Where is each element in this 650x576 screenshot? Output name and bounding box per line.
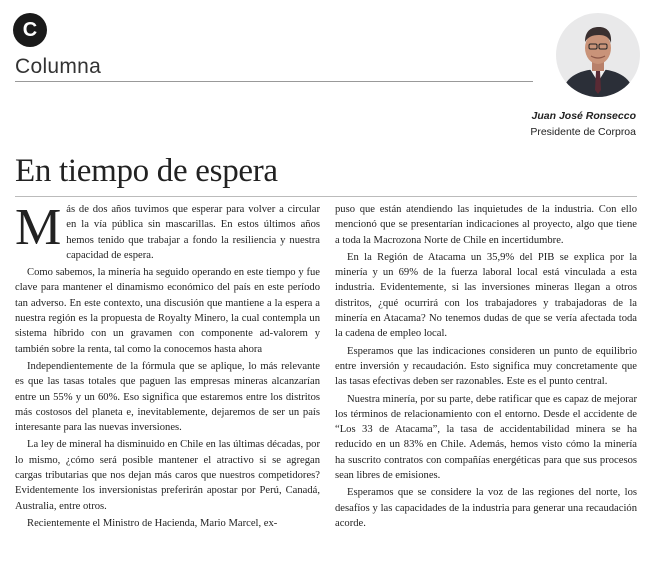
paragraph: Como sabemos, la minería ha seguido operando en este tiempo y fue clave para mantener el dinamismo económico del país en este período tan adverso. En este contexto, una discusión que mantiene a la espera a nuestra región es la propuesta de Royalty Minero, la cual contempla un sistema híbrido con un gravamen con componente ad-valorem y también sobre la renta, tal como la conocemos hasta ahora <box>15 267 320 355</box>
paragraph: En la Región de Atacama un 35,9% del PIB se explica por la minería y un 69% de la fuerza laboral local está vinculada a esta industria. Evidentemente, si las inversiones mineras llegan a otros distritos, ¿qué ocurrirá con los trabajadores y trabajadoras de la minería en Atacama? No tenemos dudas de que se vería afectada toda la cadena de empleo local. <box>335 251 637 340</box>
paragraph <box>15 199 320 263</box>
author-name: Juan José Ronsecco <box>531 110 636 122</box>
article-column-left <box>15 199 320 533</box>
paragraph: Nuestra minería, por su parte, debe ratificar que es capaz de mejorar los términos de relacionamiento con el entorno. Desde el accidente de “Los 33 de Atacama”, la tasa de accidentabilidad minera se ha reducido en un 83% en Chile. Además, hemos visto cómo la minería ha suscrito contratos con compañías energéticas para que sus procesos sean libres de emisiones. <box>335 393 637 482</box>
author-portrait <box>555 12 641 98</box>
paragraph: Esperamos que las indicaciones consideren un punto de equilibrio entre inversión y recaudación. Esto significa muy concretamente que las tasas efectivas deben ser razonables. Este es el punto central. <box>335 345 637 388</box>
header-divider <box>15 81 533 82</box>
badge-letter: C <box>22 18 38 41</box>
author-role: Presidente de Corproa <box>530 126 636 138</box>
paragraph: Esperamos que se considere la voz de las regiones del norte, los desafíos y las capacidades de la industria para generar una recaudación acorde. <box>335 487 637 529</box>
drop-cap: M <box>15 199 62 256</box>
paragraph: La ley de mineral ha disminuido en Chile en las últimas décadas, por lo mismo, ¿cómo será posible mantener el atractivo si se agregan cargas tributarias que nos dejan más caros que nuestros competidores? Evidentemente los inversionistas preferirán apostar por Perú, Canadá, Australia, entre otros. <box>15 439 320 512</box>
article-column-right <box>335 202 637 533</box>
column-badge-icon <box>13 13 47 47</box>
section-label: Columna <box>15 55 102 78</box>
paragraph: puso que están atendiendo las inquietudes de la industria. Con ello mencionó que se presentarían indicaciones al proyecto, algo que tiene a toda la Macrozona Norte de Chile en incertidumbre. <box>335 204 637 246</box>
title-divider <box>15 196 637 197</box>
paragraph: Independientemente de la fórmula que se aplique, lo más relevante es que las tasas totales que paguen las empresas mineras alcanzarían entre un 55% y un 60%. Eso significa que estaremos entre los distritos más costosos del planeta e, inevitablemente, dejaremos de ser un país interesante para las nuevas inversiones. <box>15 360 320 434</box>
paragraph-text: ás de dos años tuvimos que esperar para volver a circular en la vía pública sin mascarillas. En estos últimos años hemos tenido que trabajar a fondo la resiliencia y nuestra capacidad de espera. <box>66 204 320 261</box>
paragraph: Recientemente el Ministro de Hacienda, Mario Marcel, ex- <box>27 517 278 529</box>
article-title: En tiempo de espera <box>15 153 278 189</box>
